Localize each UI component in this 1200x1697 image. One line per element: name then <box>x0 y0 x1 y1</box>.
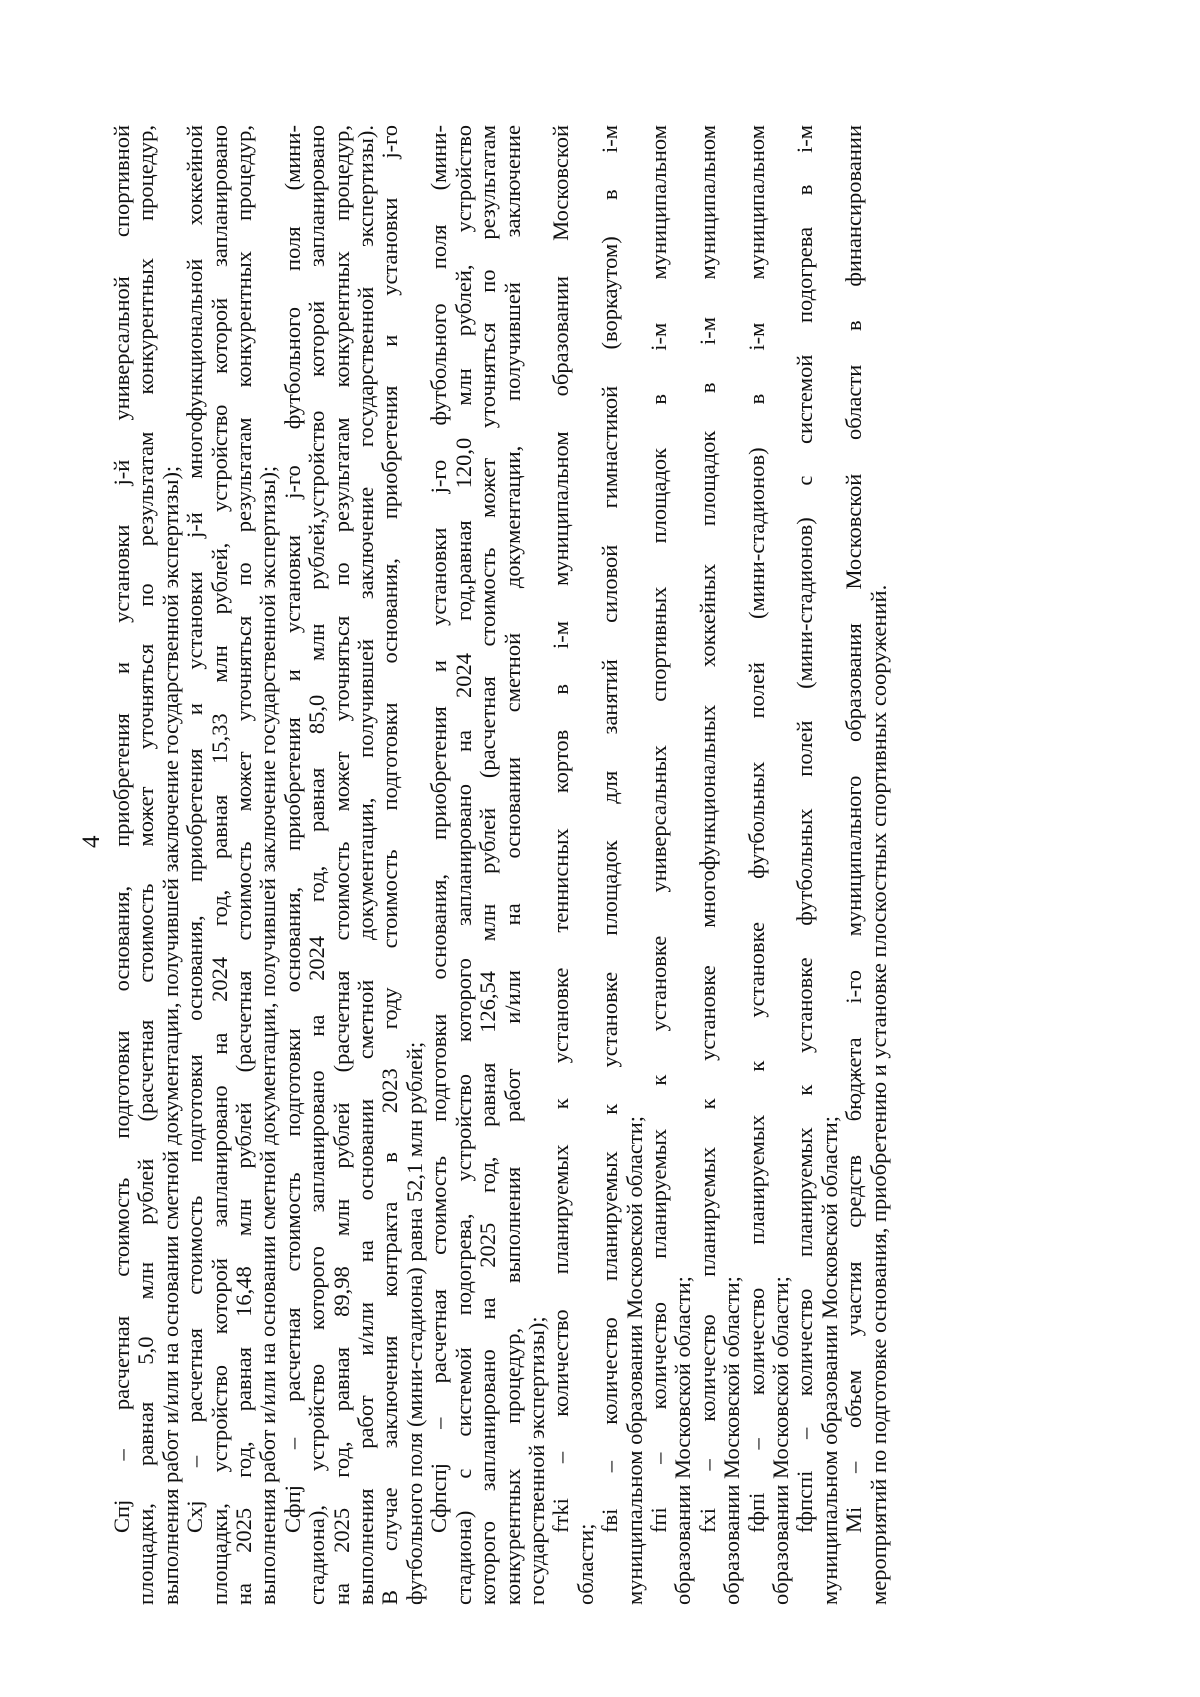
body-text <box>110 125 1120 1605</box>
text-line: на 2025 год, равная 16,48 млн рублей (расчетная стоимость может уточняться по результатам конкурентных процедур, <box>231 125 257 1605</box>
text-line: Cпj – расчетная стоимость подготовки основания, приобретения и установки j-й универсальной спортивной <box>109 125 134 1533</box>
text-line: fxi – количество планируемых к установке многофункциональных хоккейных площадок в i-м муниципальном <box>694 125 720 1533</box>
text-line: футбольного поля (мини-стадиона) равна 52,1 млн рублей; <box>401 1041 427 1605</box>
text-line: на 2025 год, равная 89,98 млн рублей (расчетная стоимость может уточняться по результатам конкурентных процедур, <box>328 125 354 1605</box>
text-line: Cфпспj – расчетная стоимость подготовки основания, приобретения и установки j-го футбольного поля (мини- <box>426 125 452 1533</box>
text-line: государственной экспертизы); <box>523 1316 549 1605</box>
text-line: выполнения работ и/или на основании сметной документации, получившей заключение государственной экспертизы). <box>353 125 379 1605</box>
text-line: конкурентных процедур, выполнения работ и/или на основании сметной документации, получившей заключение <box>499 125 525 1605</box>
text-line: fпi – количество планируемых к установке универсальных спортивных площадок в i-м муниципальном <box>645 125 671 1533</box>
text-line: которого запланировано на 2025 год, равная 126,54 млн рублей (расчетная стоимость может уточняться по результатам <box>475 125 501 1605</box>
text-line: площадки, устройство которой запланировано на 2024 год, равная 15,33 млн рублей, устройство которой запланировано <box>206 125 232 1605</box>
text-line: Cxj – расчетная стоимость подготовки основания, приобретения и установки j-й многофункциональной хоккейной <box>182 125 208 1533</box>
text-line: мероприятий по подготовке основания, приобретению и установке плоскостных спортивных сооружений. <box>865 584 891 1605</box>
text-line: стадиона), устройство которого запланировано на 2024 год, равная 85,0 млн рублей,устройство которой запланировано <box>304 125 330 1605</box>
text-line: В случае заключения контракта в 2023 году стоимость подготовки основания, приобретения и установки j-го <box>377 125 403 1605</box>
text-line: Mi – объем участия средств бюджета i-го муниципального образования Московской области в финансировании <box>841 125 867 1533</box>
text-line: выполнения работ и/или на основании сметной документации, получившей заключение государственной экспертизы); <box>157 465 183 1605</box>
text-line: выполнения работ и/или на основании сметной документации, получившей заключение государственной экспертизы); <box>255 465 281 1605</box>
text-line: fвi – количество планируемых к установке площадок для занятий силовой гимнастикой (воркаутом) в i-м <box>597 125 623 1533</box>
text-line: Cфпj – расчетная стоимость подготовки основания, приобретения и установки j-го футбольного поля (мини- <box>279 125 305 1533</box>
page-number: 4 <box>78 835 105 848</box>
text-line: образовании Московской области; <box>670 1276 696 1605</box>
text-line: стадиона) с системой подогрева, устройство которого запланировано на 2024 год,равная 120,0 млн рублей, устройство <box>450 125 476 1605</box>
text-line: fтki – количество планируемых к установке теннисных кортов в i-м муниципальном образовании Московской <box>548 125 574 1533</box>
text-line: муниципальном образовании Московской области; <box>816 1115 842 1605</box>
text-line: fфпспi – количество планируемых к установке футбольных полей (мини-стадионов) с системой подогрева в i-м <box>792 125 818 1533</box>
text-line: fфпi – количество планируемых к установке футбольных полей (мини-стадионов) в i-м муниципальном <box>743 125 769 1533</box>
text-line: образовании Московской области; <box>767 1276 793 1605</box>
text-line: площадки, равная 5,0 млн рублей (расчетная стоимость может уточняться по результатам конкурентных процедур, <box>133 125 159 1605</box>
text-line: области; <box>572 1523 598 1605</box>
text-line: образовании Московской области; <box>719 1276 745 1605</box>
text-line: муниципальном образовании Московской области; <box>621 1115 647 1605</box>
